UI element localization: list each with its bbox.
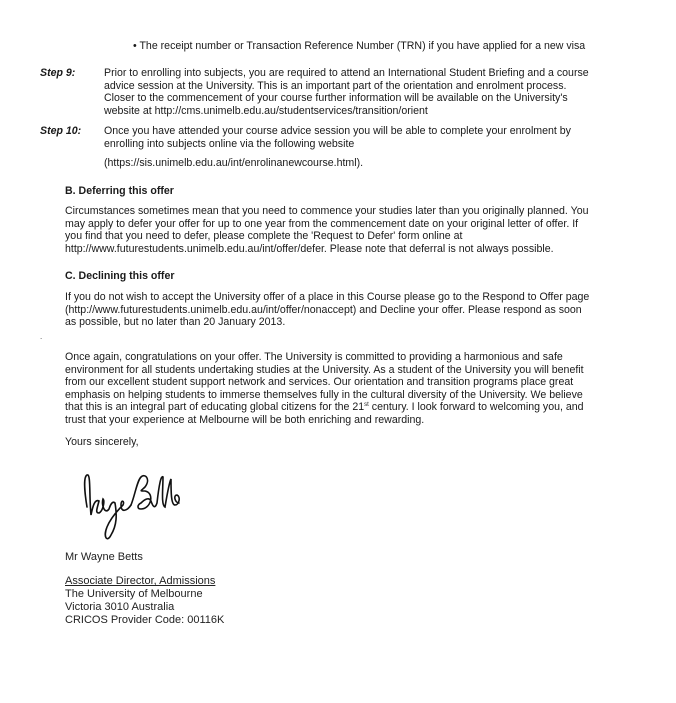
enrol-url-line: (https://sis.unimelb.edu.au/int/enrolinanewcourse.html). — [104, 157, 364, 170]
text-line: trust that your experience at Melbourne will be both enriching and rewarding. — [65, 413, 425, 426]
section-c-body — [65, 291, 650, 329]
step-10-text — [104, 125, 649, 170]
section-b-body — [65, 205, 650, 255]
section-c-heading: C. Declining this offer — [65, 270, 175, 282]
text-line: (http://www.futurestudents.unimelb.edu.au/int/offer/nonaccept) and Decline your offer. Please respond as soon — [65, 303, 582, 316]
text-line: Prior to enrolling into subjects, you are required to attend an International Student Briefing and a course — [104, 67, 589, 79]
signatory-name: Mr Wayne Betts — [65, 551, 143, 563]
superscript-st: st — [364, 402, 369, 409]
text-line: Circumstances sometimes mean that you need to commence your studies later than you originally planned. You — [65, 205, 589, 217]
signatory-details — [65, 575, 224, 627]
text-line: from our excellent student support network and services. Our orientation and transition programs place great — [65, 376, 574, 389]
text-line: If you do not wish to accept the University offer of a place in this Course please go to the Respond to Offer page — [65, 291, 590, 303]
handwritten-signature — [75, 465, 205, 545]
step-10-label: Step 10: — [40, 125, 82, 137]
address: Victoria 3010 Australia — [65, 601, 175, 613]
text-line: website at http://cms.unimelb.edu.au/studentservices/transition/orient — [104, 104, 428, 117]
text-line: that this is an integral part of educating global citizens for the 21st century. I look forward to welcoming you, and — [65, 401, 584, 414]
text-line: emphasis on helping students to immerse themselves fully in the cultural diversity of the University. We believe — [65, 388, 583, 401]
stray-mark: . — [40, 332, 43, 341]
text-line: enrolling into subjects online via the following website — [104, 137, 355, 150]
text-line: Once you have attended your course advice session you will be able to complete your enrolment by — [104, 125, 571, 137]
step-9-text — [104, 67, 649, 117]
closing-paragraph — [65, 351, 650, 427]
step-9-label: Step 9: — [40, 67, 76, 79]
text-line: Once again, congratulations on your offer. The University is committed to providing a harmonious and safe — [65, 351, 563, 363]
text-line: http://www.futurestudents.unimelb.edu.au/int/offer/defer. Please note that deferral is not always possible. — [65, 242, 554, 255]
section-b-heading: B. Deferring this offer — [65, 185, 174, 197]
text-line: may apply to defer your offer for up to one year from the commencement date on your original letter of offer. If — [65, 217, 579, 230]
text-line: advice session at the University. This is an important part of the orientation and enrolment process. — [104, 79, 567, 92]
text-line: Closer to the commencement of your course further information will be available on the University's — [104, 92, 568, 105]
bullet-item-trn: • The receipt number or Transaction Reference Number (TRN) if you have applied for a new visa — [133, 40, 586, 52]
signatory-title: Associate Director, Admissions — [65, 575, 216, 587]
organisation: The University of Melbourne — [65, 588, 203, 600]
salutation: Yours sincerely, — [65, 436, 139, 448]
text-line: environment for all students undertaking studies at the University. As a student of the University you will benefit — [65, 363, 584, 376]
text-line: as possible, but no later than 20 January 2013. — [65, 316, 286, 329]
text-line: you find that you need to defer, please complete the 'Request to Defer' form online at — [65, 230, 463, 243]
cricos-code: CRICOS Provider Code: 00116K — [65, 614, 225, 626]
